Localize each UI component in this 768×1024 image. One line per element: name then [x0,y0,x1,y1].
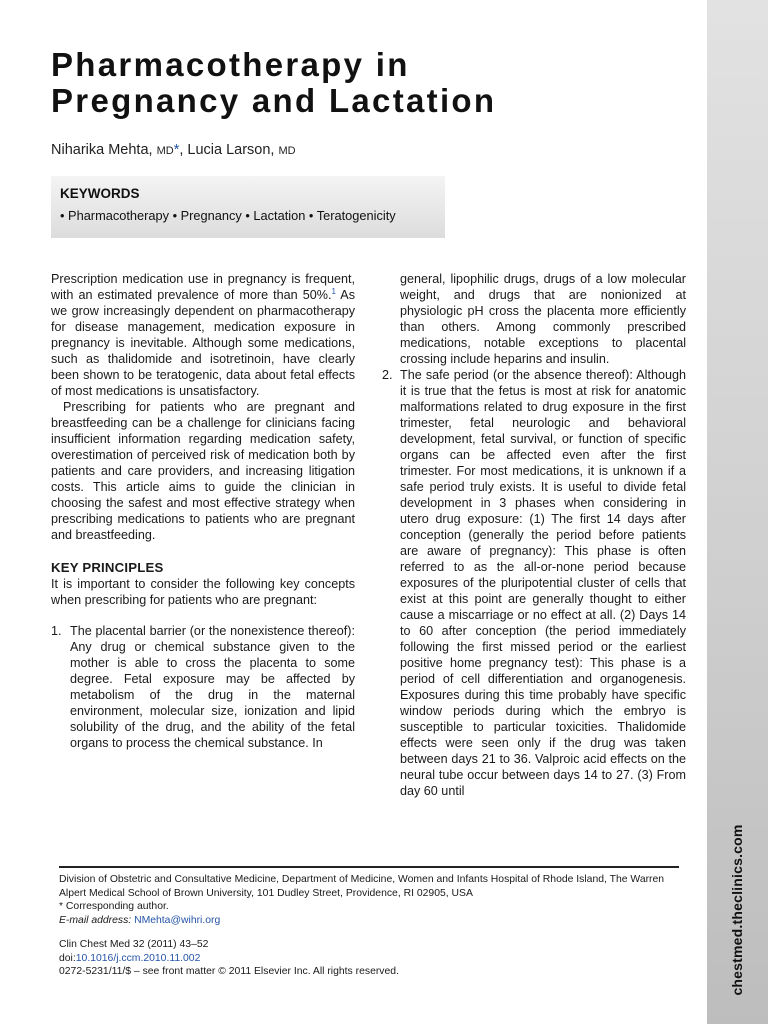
principles-list-cont [382,367,686,799]
list-item [51,623,355,751]
left-column [51,271,355,751]
author-line [51,142,296,158]
title-line-2: Pregnancy and Lactation [51,82,497,119]
doi-line [59,952,684,966]
author-2: , Lucia Larson, [179,142,279,158]
email-line [59,914,684,928]
list-item-text: The placental barrier (or the nonexistence thereof): Any drug or chemical substance given to the mother is able to cross the placenta to some degree. Fetal exposure may be affected by metabolism of the drug in the maternal environment, molecular size, ionization and lipid solubility of the drug, and the ability of the fetal organs to process the chemical substance. In [70,624,355,750]
corresponding-author-note: * Corresponding author. [59,901,169,912]
key-principles-intro: It is important to consider the following key concepts when prescribing for patients who are pregnant: [51,577,355,607]
citation: Clin Chest Med 32 (2011) 43–52 [59,939,209,950]
keywords-list: • Pharmacotherapy • Pregnancy • Lactation • Teratogenicity [60,208,396,223]
list-item-text: The safe period (or the absence thereof): Although it is true that the fetus is most at risk for anatomic malformations related to drug exposure in the first trimester, fetal neurologic and behavioral development, fetal survival, or function of specific organs can be affected even after the first trimester. For most medications, it is unknown if a safe period truly exists. It is useful to divide fetal development in 3 phases when considering in utero drug exposure: (1) The first 14 days after conception (generally the period before patients are aware of pregnancy): This phase is often referred to as the all-or-none period because exposures of the pluripotential cluster of cells that exist at this point are generally thought to either cause a miscarriage or no effect at all. (2) Days 14 to 60 after conception (the period immediately following the first missed period or the earliest positive home pregnancy test): This phase is a period of cell differentiation and organogenesis. Exposures during this time probably have specific window periods during which the embryo is susceptible to particular toxicities. Thalidomide effects were seen only if the drug was taken between days 21 to 36. Valproic acid effects on the neural tube occur between days 14 to 27. (3) From day 60 until [400,368,686,798]
intro-paragraph-1 [51,271,355,399]
article-title [51,47,496,119]
intro-text: Prescription medication use in pregnancy is frequent, with an estimated prevalence of more than 50%. [51,272,355,302]
author-2-degree: MD [278,145,296,157]
email-label: E-mail address: [59,914,135,926]
footnote-divider [59,866,679,868]
reference-1-link[interactable]: 1 [331,286,336,296]
keywords-title: KEYWORDS [60,186,140,201]
keywords-box [51,176,445,238]
doi-label: doi: [59,952,76,964]
email-link[interactable]: NMehta@wihri.org [134,914,221,926]
list-item-number: 1. [51,624,62,638]
journal-url[interactable]: chestmed.theclinics.com [729,824,745,996]
list-item [382,367,686,799]
title-line-1: Pharmacotherapy in [51,46,410,83]
affiliation: Division of Obstetric and Consultative Medicine, Department of Medicine, Women and Infants Hospital of Rhode Island, The Warren Alpert Medical School of Brown University, 101 Dudley Street, Providence, RI 02905, USA [59,874,665,899]
list-item-continuation: general, lipophilic drugs, drugs of a low molecular weight, and drugs that are nonionized at physiologic pH cross the placenta more efficiently than others. Among commonly prescribed medications, notable exceptions to placental crossing include heparins and insulin. [400,272,686,366]
section-heading-key-principles: KEY PRINCIPLES [51,560,164,575]
principles-list [51,623,355,751]
intro-text-cont: As we grow increasingly dependent on pharmacotherapy for disease management, medication exposure in pregnancy is inevitable. Although some medications, such as thalidomide and isotretinoin, have clearly been shown to be teratogenic, data about fetal effects of most medications is unsatisfactory. [51,288,355,398]
copyright: 0272-5231/11/$ – see front matter © 2011 Elsevier Inc. All rights reserved. [59,966,399,977]
author-1-degree: MD [156,145,174,157]
intro-paragraph-2: Prescribing for patients who are pregnant and breastfeeding can be a challenge for clinicians facing insufficient information regarding medication safety, overestimation of perceived risk of medication both by patients and care providers, and increasing litigation costs. This article aims to guide the clinician in choosing the safest and most effective strategy when prescribing medications to patients who are pregnant and breastfeeding. [51,400,355,542]
footnote [59,873,684,979]
corresponding-author-mark[interactable]: * [173,142,180,158]
author-1: Niharika Mehta, [51,142,157,158]
doi-link[interactable]: 10.1016/j.ccm.2010.11.002 [75,952,201,964]
list-item-number: 2. [382,368,393,382]
right-column [382,271,686,799]
